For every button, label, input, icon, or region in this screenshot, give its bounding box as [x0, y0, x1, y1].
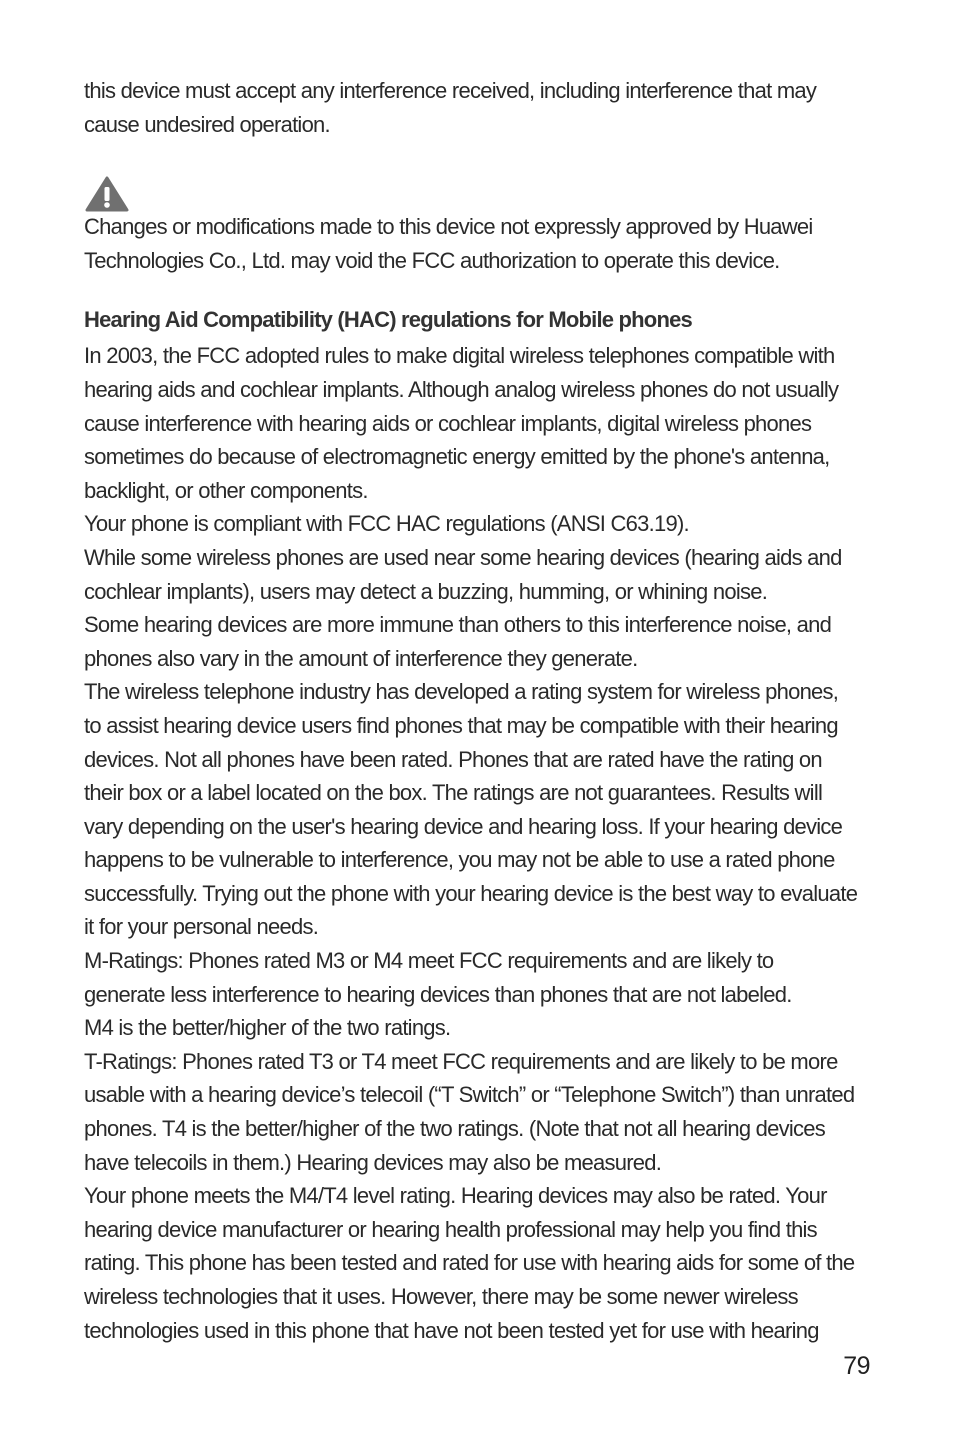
text-line: it for your personal needs. — [84, 914, 319, 940]
text-line: In 2003, the FCC adopted rules to make digital wireless telephones compatible with — [84, 343, 835, 369]
paragraph-phone-rating — [84, 1179, 874, 1347]
paragraph-immunity — [84, 608, 874, 675]
text-line: M-Ratings: Phones rated M3 or M4 meet FCC requirements and are likely to — [84, 948, 774, 974]
text-line: hearing aids and cochlear implants. Although analog wireless phones do not usually — [84, 376, 839, 402]
text-line: hearing device manufacturer or hearing health professional may help you find this — [84, 1216, 817, 1242]
text-line: technologies used in this phone that have not been tested yet for use with hearing — [84, 1317, 819, 1343]
text-line: Your phone is compliant with FCC HAC regulations (ANSI C63.19). — [84, 511, 689, 537]
text-line: vary depending on the user's hearing device and hearing loss. If your hearing device — [84, 813, 843, 839]
paragraph-m4-note — [84, 1011, 874, 1045]
text-line: Changes or modifications made to this device not expressly approved by Huawei — [84, 214, 813, 240]
text-line: to assist hearing device users find phones that may be compatible with their hearing — [84, 712, 838, 738]
text-line: phones also vary in the amount of interference they generate. — [84, 645, 638, 671]
text-line: wireless technologies that it uses. However, there may be some newer wireless — [84, 1284, 798, 1309]
text-line: phones. T4 is the better/higher of the two ratings. (Note that not all hearing devices — [84, 1116, 826, 1142]
text-line: cause undesired operation. — [84, 111, 330, 137]
paragraph-compliance — [84, 507, 874, 541]
text-line: have telecoils in them.) Hearing devices may also be measured. — [84, 1149, 662, 1175]
intro-paragraph — [84, 74, 874, 141]
warning-triangle-icon — [84, 175, 130, 213]
text-line: rating. This phone has been tested and rated for use with hearing aids for some of the — [84, 1250, 855, 1276]
text-line: this device must accept any interference received, including interference that may — [84, 78, 817, 103]
text-line: M4 is the better/higher of the two ratings. — [84, 1015, 451, 1041]
page-content — [84, 74, 874, 1347]
text-line: Technologies Co., Ltd. may void the FCC authorization to operate this device. — [84, 247, 780, 273]
text-line: usable with a hearing device’s telecoil (“T Switch” or “Telephone Switch”) than unrated — [84, 1082, 855, 1108]
text-line: successfully. Trying out the phone with your hearing device is the best way to evaluate — [84, 880, 858, 906]
paragraph-noise — [84, 541, 874, 608]
warning-text — [84, 210, 874, 277]
text-line: cause interference with hearing aids or cochlear implants, digital wireless phones — [84, 410, 812, 436]
text-line: their box or a label located on the box. The ratings are not guarantees. Results will — [84, 780, 823, 806]
text-line: backlight, or other components. — [84, 477, 368, 503]
paragraph-t-ratings — [84, 1045, 874, 1179]
paragraph-hac-intro — [84, 339, 874, 507]
paragraph-rating-system — [84, 675, 874, 944]
text-line: While some wireless phones are used near some hearing devices (hearing aids and — [84, 544, 842, 570]
text-line: happens to be vulnerable to interference, you may not be able to use a rated phone — [84, 847, 835, 873]
text-line: sometimes do because of electromagnetic energy emitted by the phone's antenna, — [84, 444, 830, 470]
text-line: generate less interference to hearing devices than phones that are not labeled. — [84, 981, 792, 1007]
page-number: 79 — [843, 1352, 870, 1380]
section-heading: Hearing Aid Compatibility (HAC) regulations for Mobile phones — [84, 307, 692, 333]
text-line: devices. Not all phones have been rated. Phones that are rated have the rating on — [84, 746, 822, 772]
text-line: Your phone meets the M4/T4 level rating. Hearing devices may also be rated. Your — [84, 1183, 827, 1209]
text-line: T-Ratings: Phones rated T3 or T4 meet FCC requirements and are likely to be more — [84, 1048, 838, 1074]
text-line: cochlear implants), users may detect a buzzing, humming, or whining noise. — [84, 578, 768, 604]
text-line: Some hearing devices are more immune than others to this interference noise, and — [84, 612, 832, 638]
paragraph-m-ratings — [84, 944, 874, 1011]
text-line: The wireless telephone industry has developed a rating system for wireless phones, — [84, 679, 839, 705]
